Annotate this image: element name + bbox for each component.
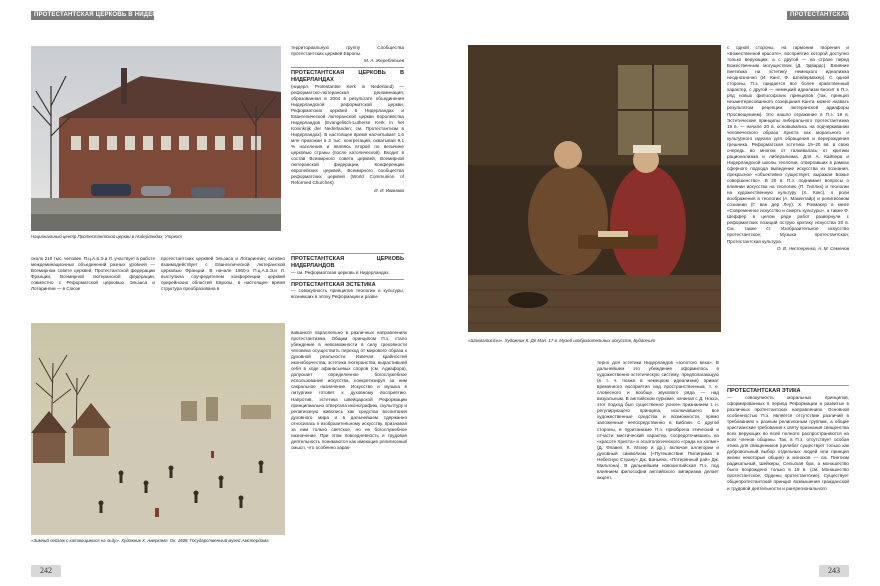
left-mid-right-column xyxy=(291,250,404,322)
caption-photo1: Национальный центр Протестантской церкви в Нидерландах, Утрехт xyxy=(31,234,182,239)
page-number-left: 242 xyxy=(31,565,61,577)
entry-head-church-of-netherlands: ПРОТЕСТАНТСКАЯ ЦЕРКОВЬ НИДЕРЛАНДОВ xyxy=(291,256,404,269)
right-mid-text: терно для эстетики Нидерландов «золотого века». В дальнейшем это убеждение оформилось в художественно-эстетическую систему, предполагающую (в т. ч. позже в немецком идеализме) примат временного восприятия над пространственным, т. е. словесного и вообще звукового ряда — над визуальным. В английском пуризме, начиная с Д. Нокса, этот подход был существенно усилен признанием т. н. регулирующего принципа, исключавшего все художественные средства и возможности, прямо заложенные непосредственно в Библии. С другой стороны, в пуританизме П.э. приобрела этический и отчасти мистический характер, сосредоточившись на «красоте Христа» и эсхатологического «града на холме» (Д. Флавел, К. Мэзер и др.), включая аллегории и духовный символизм («Путешествие Пилигрима в Небесную Страну» Дж. Баньяна, «Потерянный рай» Дж. Мильтона). В дальнейшем новоанглийская П.э. под влиянием философии английского эмпиризма делает акцент, xyxy=(597,360,719,480)
intro-author: М. А. Жеребятьев xyxy=(363,58,404,64)
entry-body-church-netherlands: (нидерл. Protestantse Kerk in Nederland) — реформатско-лютеранская деноминация, образованная в 2004 в результате объединения Нидерландской реформатской церкви, Реформатских церквей в Нидерландах и Евангелической лютеранской церкви Королевства Нидерландов (Evangelisch-Lutherse Kerk in het Koninkrijk der Nederlanden; см. Протестантизм в Нидерландах). В настоящее время насчитывает 1,6 млн прихожан в 2 тыс. конгрегаций, охватывая 9,1 % населения и являясь второй по величине церковью страны (после католической). Входит в состав Всемирного совета церквей, Всемирной лютеранской федерации, Конференции европейских церквей, Всемирного сообщества реформатских церквей (World Communion of Reformed Churches). xyxy=(291,83,404,186)
caption-photo2: «Зимний пейзаж с катающимися на льду». Художник X. Аверкамп. Ок. 1608. Государственный музей Амстердама xyxy=(31,538,269,543)
left-running-title: ПРОТЕСТАНТСКАЯ ЦЕРКОВЬ В НИДЕРЛАНДАХ xyxy=(34,12,183,18)
entry-body-protestant-aesthetics: — совокупность принципов теологии и культуры, возникших в эпоху Реформации и разви- xyxy=(291,288,404,300)
entry-head-church-netherlands: ПРОТЕСТАНТСКАЯ ЦЕРКОВЬ В НИДЕРЛАНДАХ xyxy=(291,70,404,83)
entry-head-protestant-ethics: ПРОТЕСТАНТСКАЯ ЭТИКА xyxy=(727,388,801,394)
left-bottom-right-text: вавшихся параллельно в различных направлениях протестантизма. Общим принципом П.э. стало убеждение в невозможности в силу греховности человека осуществить переход от мирового образа к духовной реальности. Извечая крайностей иконоборчества, эстетика лютеранства, вырастившей себя в ходе афанасьевых споров (см. Адиафора), допускает определенное богослужебное использование искусства, конкретизируя за ним сакральное назначение. Искусство и музыка в литургике готовят к духовному восприятию. Напротив, эстетика швейцарской Реформации принципиально отвергала иконографию, скульптуру и религиозную живопись как средства воспитания духовного мира и в дальнейшем сдержанно относилась к изобразительному искусству, признавая за ним только светское, но не богослужебное назначение. При этом повседневность и трудовая деятельность понимаются как имеющие религиозный смысл, что особенно харак- xyxy=(291,330,407,450)
right-top-right-column xyxy=(727,45,849,375)
divider xyxy=(727,385,849,386)
photo-chess-players xyxy=(468,45,721,332)
right-top-right-author: О. В. Нестеренко, А. М. Семенов xyxy=(776,245,849,251)
divider xyxy=(291,67,404,68)
right-running-title: ПРОТЕСТАНТСКАЯ ЭТИКА xyxy=(790,12,873,18)
intro-text: территориальную группу Сообщества протестантских церквей Европы. xyxy=(291,45,404,57)
left-mid-col-a-text: около 210 тыс. человек. П.ц.А.в.Э.и Л. участвует в работе междеминационных объединений разных уровней — Всемирном совете церквей, Протестантской федерации Франции, Всемирной лютеранской федерации, совместно с Реформатской церковью Эльзаса и Лотарингии — в Союзе xyxy=(31,256,155,292)
right-bottom-right-column xyxy=(727,382,849,555)
left-bottom-right-column xyxy=(291,330,407,555)
caption-photo3: «Шахматисты». Художник К. Де Ман. 17 в. Музей изобразительных искусств, Будапешт xyxy=(468,338,656,343)
page-number-right: 243 xyxy=(819,565,849,577)
entry-author-church-netherlands: И. И. Иванова xyxy=(374,187,404,193)
left-mid-col-b xyxy=(161,256,285,316)
photo-winter-landscape xyxy=(31,323,285,535)
entry-head-protestant-aesthetics: ПРОТЕСТАНТСКАЯ ЭСТЕТИКА xyxy=(291,281,376,288)
entry-body-protestant-ethics: — совокупность моральных принципов, сформированных в период Реформации и развитых в различных протестантских направлениях. Основной особенностью П.э. является отсутствие различий в требованиях к разным религиозным группам, а общие христианские требования к святу признания священства всех верующих во всей полноте распространяются на всех членов общины. Так, в П.э. отсутствует особая этика для священников (целибат существует только как добровольный выбор отдельных людей или принцип жизни некоторых общин) и монахов — см. Пиетизм радикальный, Шейкеры, Сельская бра, а монашество было возрождено только в 19 в. (см. Монашество протестантское, Ордены протестантские). Существует общепротестантский принцип возвышения гражданской и трудовой деятельности и рангрегиональнoго xyxy=(727,394,849,491)
left-mid-col-b-text: протестантских церквей Эльзаса и Лотарингии; активно взаимодействует с Евангелической лютеранской церковью Франции. В начале 1960-х П.ц.А.в.Э.и Л. выступила соучредителем конференции церквей прирейнских областей Европы, в настоящее время структура преобразована в xyxy=(161,256,285,292)
left-mid-col-a xyxy=(31,256,155,316)
photo-church-center xyxy=(31,46,281,231)
left-top-right-column xyxy=(291,45,404,245)
right-top-right-text: с одной стороны, на гармонии творения и «Божественной красоте», восприятие которой доступно только верующим, а с другой — на страхе перед Божественным могуществом (Д. Эдвардс). Влияние пиетизма на эстетику немецкого идеализма неоднозначно (И. Кант, Ф. Шлейермахер). С одной стороны, П.э. придается все более нравственный характер, с другой — немецкий идеализм вносит в П.э. ряд новых философских принципов (так, принцип незаинтересованного созерцания Канта можно назвать результатом рецепции лютеранской адиафоры Просвещением). Это нашло отражение в П.э. 19 в. Эстетические принципы либерального протестантизма 19 в. — начале 20 в. основывались на подчеркивании человеческого образа Христа как морального и культурного идеала для обращения и перерождения грешника. Реформатская эстетика 19–20 вв. в свою очередь во многом от талкивалась от критики рационализма и либерализма. Для А. Кайпера и Нидерландской школы теологии, отвергавших в рамках сферного подхода выведение искусства из познания, прекрасное «объективно существует, выражая Божье совершенство». В 20 в. П.э. поднимает вопросы о влиянии искусства на теологию (П. Тиллих) и теологии на художественную культуру (Х. Кокс), о роли воображения в теологии (А. Макинтайр) и религиозном сознании (Г. ван дер Леу). Х. Рокмакер в книге «Современное искусство и смерть культуры», а также Ф. Шеффер в целом ряде работ развернули с реформатских позиций острую критику искусства 20 в. См. также ст. Изобразительное искусство протестантское; Музыка протестантская; Протестантская культура. xyxy=(727,45,849,244)
divider xyxy=(291,279,404,280)
divider xyxy=(291,253,404,254)
entry-body-church-of-netherlands: — см. Реформатская церковь в Нидерландах. xyxy=(291,269,390,275)
right-mid-column xyxy=(597,360,719,555)
